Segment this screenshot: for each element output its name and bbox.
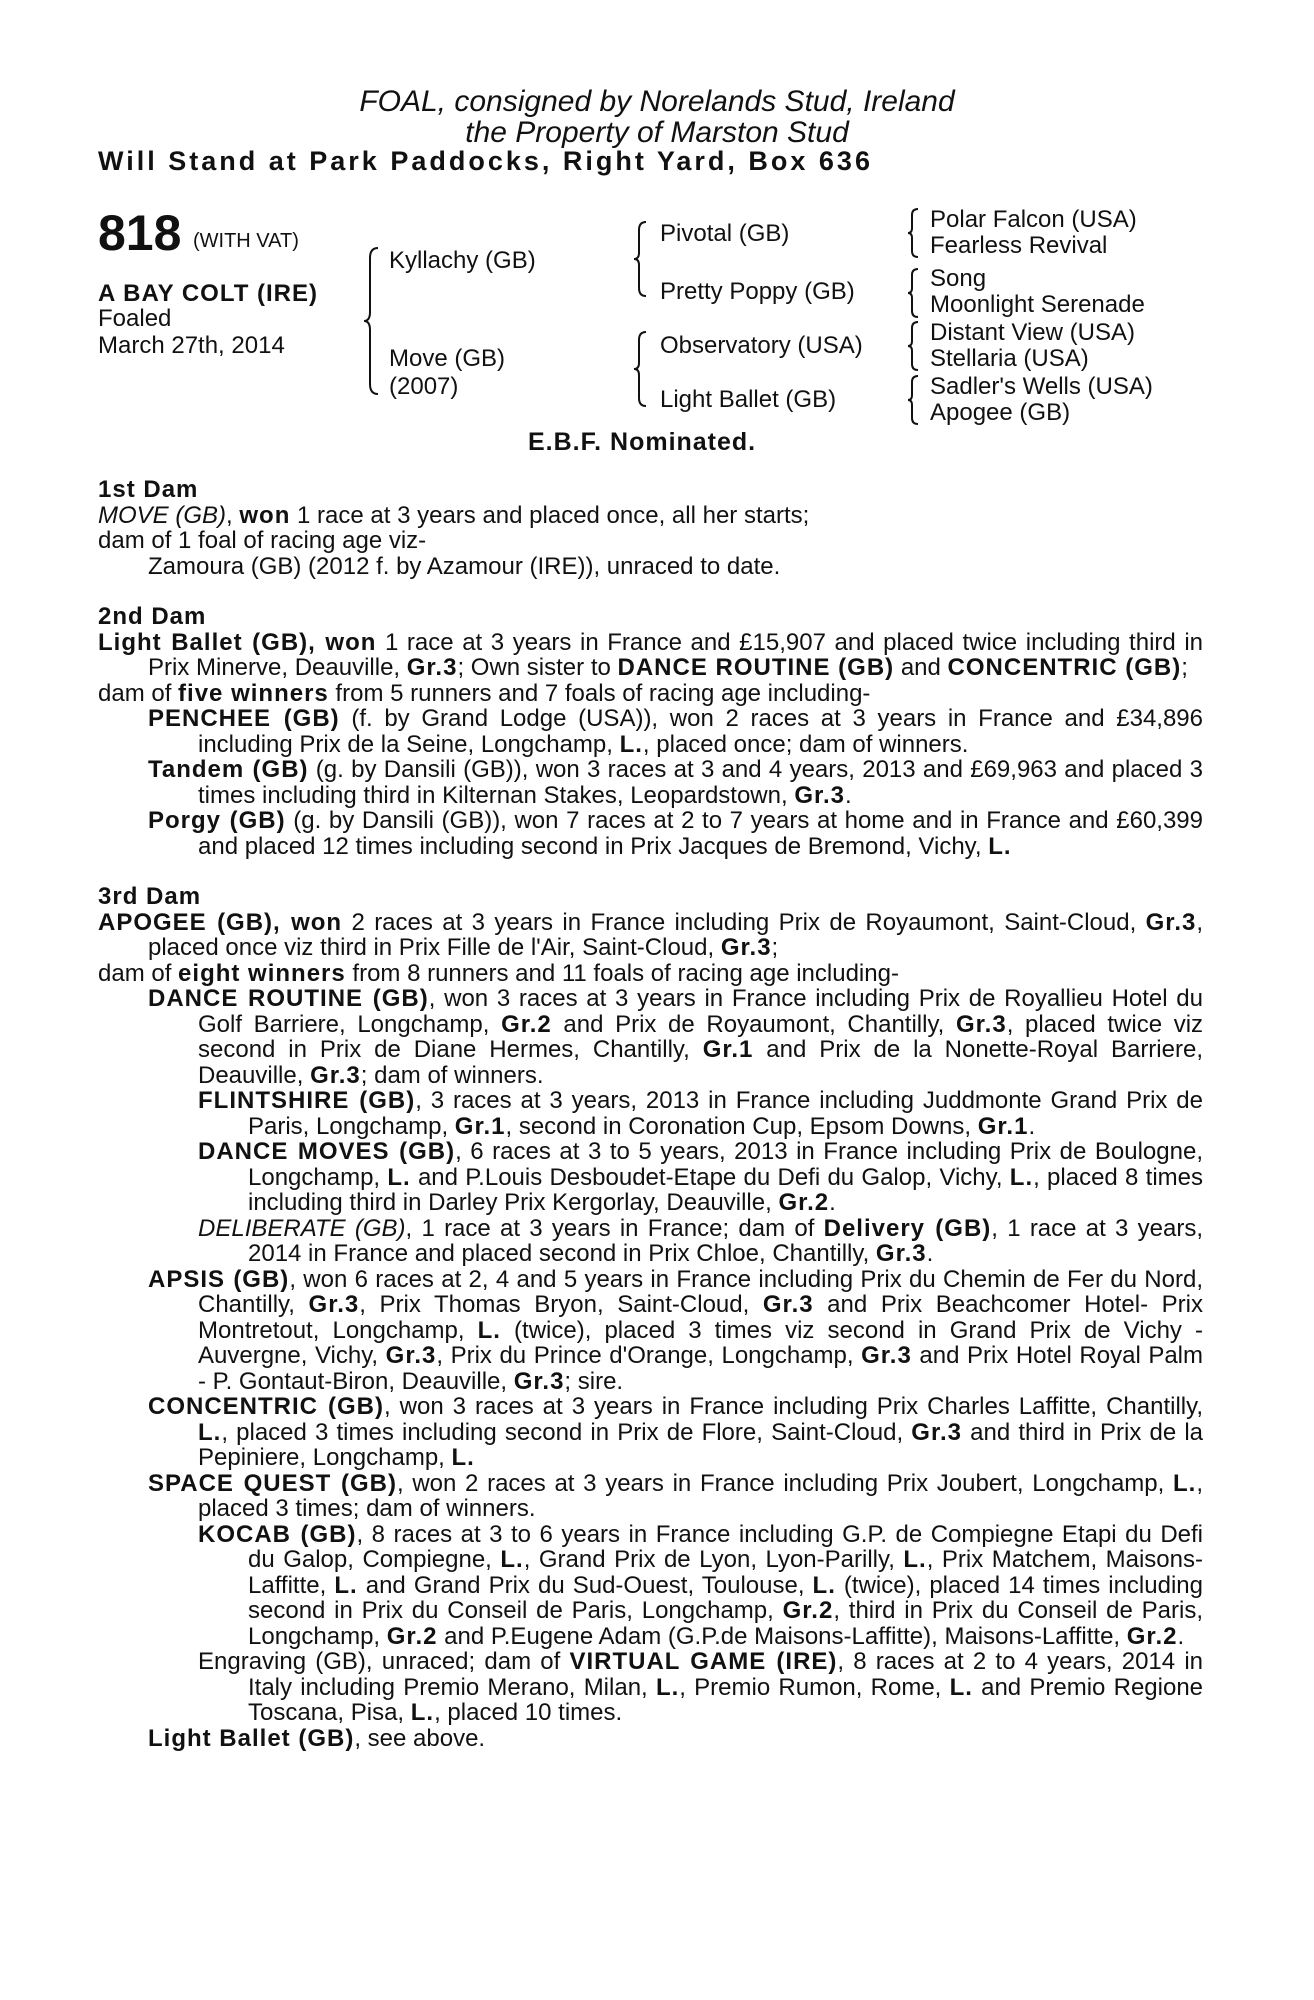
sire-of-sire: Pivotal (GB) [660, 220, 790, 247]
produce-entry: Porgy (GB) (g. by Dansili (GB)), won 7 races at 2 to 7 years at home and in France and £60,399 and placed 12 times including second in Prix Jacques de Bremond, Vichy, L. [148, 807, 1204, 860]
foaled-label: Foaled [98, 305, 172, 332]
first-dam-line: MOVE (GB), won 1 race at 3 years and placed once, all her starts; [98, 501, 810, 529]
second-dam-name: Light Ballet (GB), won [98, 628, 377, 656]
foaled-date: March 27th, 2014 [98, 332, 285, 359]
produce-entry: PENCHEE (GB) (f. by Grand Lodge (USA)), won 2 races at 3 years in France and £34,896 including Prix de la Seine, Longchamp, L., placed once; dam of winners. [148, 705, 1203, 758]
property-line: the Property of Marston Stud [465, 116, 849, 149]
dam-of-dam: Light Ballet (GB) [660, 386, 837, 413]
first-dam-heading: 1st Dam [98, 476, 199, 503]
first-dam-produce-intro: dam of 1 foal of racing age viz- [98, 527, 427, 554]
third-dam-produce-intro: dam of eight winners from 8 runners and 11 foals of racing age including- [98, 959, 899, 987]
dam-of-sire: Pretty Poppy (GB) [660, 278, 855, 305]
second-dam-heading: 2nd Dam [98, 603, 207, 630]
produce-entry: DELIBERATE (GB), 1 race at 3 years in France; dam of Delivery (GB), 1 race at 3 years, 2014 in France and placed second in Prix Chloe, Chantilly, Gr.3. [198, 1214, 1203, 1267]
consignor-line: FOAL, consigned by Norelands Stud, Ireland [359, 85, 955, 118]
vat-note: (WITH VAT) [193, 230, 299, 252]
produce-entry: KOCAB (GB), 8 races at 3 to 6 years in France including G.P. de Compiegne Etapi du Defi du Galop, Compiegne, L., Grand Prix de Lyon, Lyon-Parilly, L., Prix Matchem, Maisons-Laffitte, L. and Grand Prix du Sud-Ouest, Toulouse, L. (twice), placed 14 times including second in Prix du Conseil de Paris, Longchamp, Gr.2, third in Prix du Conseil de Paris, Longchamp, Gr.2 and P.Eugene Adam (G.P.de Maisons-Laffitte), Maisons-Laffitte, Gr.2. [198, 1520, 1203, 1650]
dam: Move (GB) [389, 345, 506, 372]
stand-location: Will Stand at Park Paddocks, Right Yard, Box 636 [98, 146, 873, 176]
third-dam-heading: 3rd Dam [98, 883, 202, 910]
sire-of-dam: Observatory (USA) [660, 332, 863, 359]
second-dam-produce-intro: dam of five winners from 5 runners and 7 foals of racing age including- [98, 679, 871, 707]
ebf-nomination: E.B.F. Nominated. [528, 428, 757, 456]
produce-entry: DANCE MOVES (GB), 6 races at 3 to 5 years, 2013 in France including Prix de Boulogne, Longchamp, L. and P.Louis Desboudet-Etape du Defi du Galop, Vichy, L., placed 8 times including third in Darley Prix Kergorlay, Deauville, Gr.2. [198, 1138, 1203, 1216]
pedigree-brace [632, 330, 650, 408]
catalogue-body [98, 477, 1203, 1751]
lot-number: 818 [98, 205, 182, 261]
won-label: won [239, 501, 291, 529]
pedigree-brace [362, 246, 382, 396]
grandparent-2: Fearless Revival [930, 232, 1108, 259]
second-dam-entry: Light Ballet (GB), won 1 race at 3 years in France and £15,907 and placed twice including third in Prix Minerve, Deauville, Gr.3; Own sister to DANCE ROUTINE (GB) and CONCENTRIC (GB); [98, 628, 1204, 681]
produce-entry: Light Ballet (GB), see above. [148, 1724, 486, 1752]
dam-name: MOVE (GB) [98, 501, 227, 529]
grandparent-5: Distant View (USA) [930, 319, 1135, 346]
sire: Kyllachy (GB) [389, 247, 536, 274]
produce-entry: DANCE ROUTINE (GB), won 3 races at 3 years in France including Prix de Royallieu Hotel du Golf Barriere, Longchamp, Gr.2 and Prix de Royaumont, Chantilly, Gr.3, placed twice viz second in Prix de Diane Hermes, Chantilly, Gr.1 and Prix de la Nonette-Royal Barriere, Deauville, Gr.3; dam of winners. [148, 985, 1204, 1089]
grandparent-4: Moonlight Serenade [930, 291, 1145, 318]
produce-entry: SPACE QUEST (GB), won 2 races at 3 years in France including Prix Joubert, Longchamp, L., placed 3 times; dam of winners. [148, 1469, 1203, 1522]
produce-entry: Engraving (GB), unraced; dam of VIRTUAL GAME (IRE), 8 races at 2 to 4 years, 2014 in Italy including Premio Merano, Milan, L., Premio Rumon, Rome, L. and Premio Regione Toscana, Pisa, L., placed 10 times. [198, 1648, 1204, 1726]
produce-entry: Tandem (GB) (g. by Dansili (GB)), won 3 races at 3 and 4 years, 2013 and £69,963 and placed 3 times including third in Kilternan Stakes, Leopardstown, Gr.3. [148, 756, 1203, 809]
grandparent-6: Stellaria (USA) [930, 345, 1089, 372]
produce-entry: APSIS (GB), won 6 races at 2, 4 and 5 years in France including Prix du Chemin de Fer du Nord, Chantilly, Gr.3, Prix Thomas Bryon, Saint-Cloud, Gr.3 and Prix Beachcomer Hotel- Prix Montretout, Longchamp, L. (twice), placed 3 times viz second in Grand Prix de Vichy - Auvergne, Vichy, Gr.3, Prix du Prince d'Orange, Longchamp, Gr.3 and Prix Hotel Royal Palm - P. Gontaut-Biron, Deauville, Gr.3; sire. [148, 1265, 1204, 1395]
pedigree-brace [906, 374, 922, 426]
dam-year: (2007) [389, 373, 459, 400]
produce-entry: CONCENTRIC (GB), won 3 races at 3 years in France including Prix Charles Laffitte, Chantilly, L., placed 3 times including second in Prix de Flore, Saint-Cloud, Gr.3 and third in Prix de la Pepiniere, Longchamp, L. [148, 1393, 1204, 1471]
lot-title: A BAY COLT (IRE) [98, 280, 319, 307]
pedigree-brace [906, 207, 922, 259]
pedigree-brace [906, 320, 922, 372]
grandparent-8: Apogee (GB) [930, 399, 1071, 426]
dam-record: 1 race at 3 years and placed once, all her starts; [290, 501, 810, 529]
first-dam-produce-item: Zamoura (GB) (2012 f. by Azamour (IRE)), unraced to date. [148, 552, 781, 580]
produce-entry: FLINTSHIRE (GB), 3 races at 3 years, 2013 in France including Juddmonte Grand Prix de Paris, Longchamp, Gr.1, second in Coronation Cup, Epsom Downs, Gr.1. [198, 1087, 1203, 1140]
grandparent-3: Song [930, 265, 987, 292]
grandparent-1: Polar Falcon (USA) [930, 206, 1137, 233]
pedigree-brace [906, 267, 922, 319]
third-dam-entry: APOGEE (GB), won 2 races at 3 years in France including Prix de Royaumont, Saint-Cloud, Gr.3, placed once viz third in Prix Fille de l'Air, Saint-Cloud, Gr.3; [98, 908, 1204, 961]
pedigree-brace [632, 220, 650, 298]
grandparent-7: Sadler's Wells (USA) [930, 373, 1153, 400]
